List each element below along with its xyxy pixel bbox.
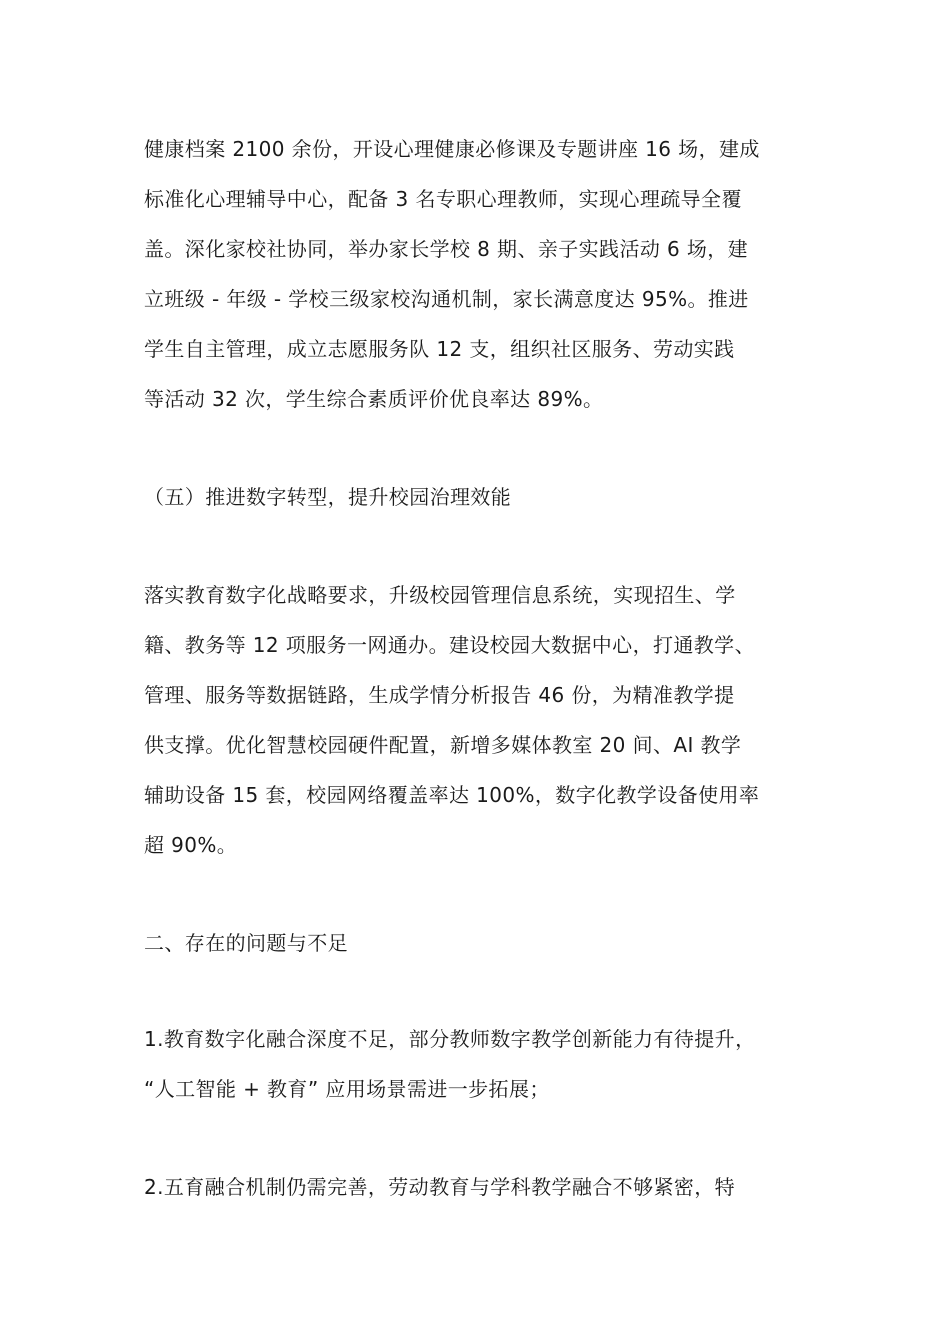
paragraph-digital-transformation xyxy=(144,570,824,870)
text-line: 等活动 32 次，学生综合素质评价优良率达 89%。 xyxy=(144,387,604,411)
text-line: 盖。深化家校社协同，举办家长学校 8 期、亲子实践活动 6 场，建 xyxy=(144,237,749,261)
heading-text: （五）推进数字转型，提升校园治理效能 xyxy=(144,485,512,509)
section-heading-2 xyxy=(144,918,824,968)
paragraph-spacer xyxy=(144,522,824,570)
text-line: 管理、服务等数据链路，生成学情分析报告 46 份，为精准教学提 xyxy=(144,683,735,707)
text-line: 1.教育数字化融合深度不足，部分教师数字教学创新能力有待提升， xyxy=(144,1027,756,1051)
paragraph-spacer xyxy=(144,870,824,918)
text-line: “人工智能 + 教育” 应用场景需进一步拓展； xyxy=(144,1077,550,1101)
text-line: 立班级 - 年级 - 学校三级家校沟通机制，家长满意度达 95%。推进 xyxy=(144,287,749,311)
problem-item-2 xyxy=(144,1162,824,1212)
text-line: 超 90%。 xyxy=(144,833,238,857)
text-line: 辅助设备 15 套，校园网络覆盖率达 100%，数字化教学设备使用率 xyxy=(144,783,760,807)
paragraph-spacer xyxy=(144,968,824,1014)
text-line: 落实教育数字化战略要求，升级校园管理信息系统，实现招生、学 xyxy=(144,583,736,607)
problem-item-1 xyxy=(144,1014,824,1114)
paragraph-student-development xyxy=(144,124,824,424)
section-heading-5 xyxy=(144,472,824,522)
text-line: 学生自主管理，成立志愿服务队 12 支，组织社区服务、劳动实践 xyxy=(144,337,735,361)
heading-text: 二、存在的问题与不足 xyxy=(144,931,348,955)
paragraph-spacer xyxy=(144,424,824,472)
text-line: 2.五育融合机制仍需完善，劳动教育与学科教学融合不够紧密，特 xyxy=(144,1175,736,1199)
text-line: 健康档案 2100 余份，开设心理健康必修课及专题讲座 16 场，建成 xyxy=(144,137,760,161)
document-body xyxy=(144,124,824,1212)
text-line: 供支撑。优化智慧校园硬件配置，新增多媒体教室 20 间、AI 教学 xyxy=(144,733,742,757)
paragraph-spacer xyxy=(144,1114,824,1162)
text-line: 籍、教务等 12 项服务一网通办。建设校园大数据中心，打通教学、 xyxy=(144,633,755,657)
text-line: 标准化心理辅导中心，配备 3 名专职心理教师，实现心理疏导全覆 xyxy=(144,187,742,211)
